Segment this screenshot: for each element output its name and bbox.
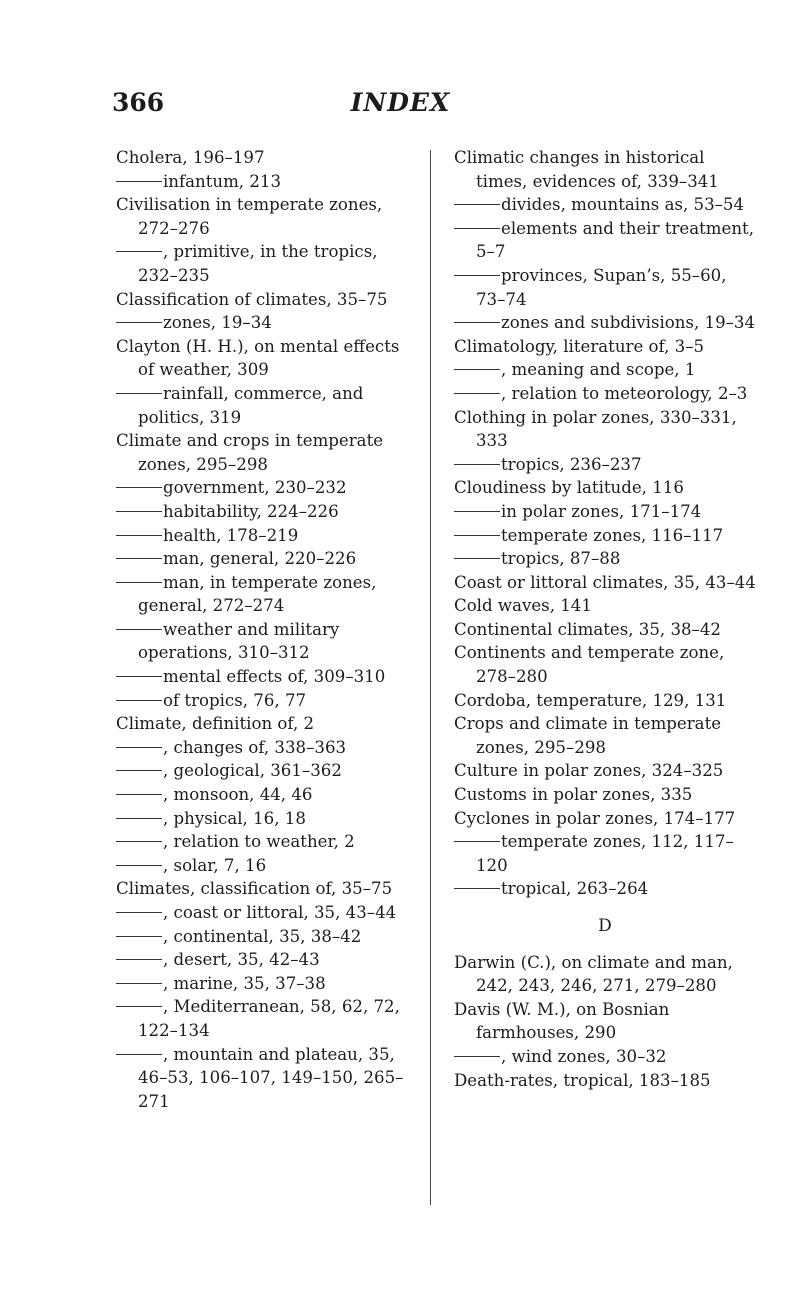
index-subentry	[116, 830, 412, 854]
index-subentry	[116, 240, 412, 287]
ditto-dash	[116, 181, 162, 182]
index-entry	[454, 998, 756, 1045]
entry-text: Continents and temperate zone, 278–280	[454, 643, 725, 687]
entry-text: , relation to meteorology, 2–3	[501, 383, 748, 403]
ditto-dash	[454, 511, 500, 512]
entry-text: rainfall, commerce, and politics, 319	[138, 383, 364, 427]
index-subentry	[116, 524, 412, 548]
entry-text: weather and military operations, 310–312	[138, 619, 340, 663]
entry-text: , primitive, in the tropics, 232–235	[138, 242, 378, 285]
index-entry	[116, 146, 412, 170]
index-subentry	[116, 500, 412, 524]
index-entry	[454, 759, 756, 783]
entry-text: government, 230–232	[163, 478, 347, 498]
entry-text: , continental, 35, 38–42	[163, 926, 362, 946]
ditto-dash	[116, 747, 162, 748]
ditto-dash	[454, 204, 500, 205]
index-subentry	[116, 972, 412, 996]
entry-text: temperate zones, 116–117	[501, 525, 724, 545]
entry-text: , coast or littoral, 35, 43–44	[163, 903, 397, 922]
index-subentry	[116, 311, 412, 335]
entry-text: Davis (W. M.), on Bosnian farmhouses, 290	[454, 999, 670, 1043]
index-entry	[116, 877, 412, 901]
index-subentry	[116, 854, 412, 878]
entry-text: , geological, 361–362	[163, 761, 342, 781]
entry-text: , marine, 35, 37–38	[163, 973, 326, 993]
ditto-dash	[116, 770, 162, 771]
entry-text: Cordoba, temperature, 129, 131	[454, 690, 727, 710]
index-subentry	[116, 759, 412, 783]
column-divider	[430, 150, 431, 1205]
index-subentry	[116, 925, 412, 949]
entry-text: D	[598, 916, 612, 936]
entry-text: man, in temperate zones, general, 272–274	[138, 572, 377, 616]
index-entry	[454, 807, 756, 831]
entry-text: health, 178–219	[163, 525, 299, 545]
index-entry	[116, 429, 412, 476]
ditto-dash	[116, 322, 162, 323]
entry-text: Cyclones in polar zones, 174–177	[454, 808, 736, 828]
entry-text: tropics, 236–237	[501, 454, 642, 474]
index-subentry	[454, 547, 756, 571]
entry-text: of tropics, 76, 77	[163, 690, 307, 710]
ditto-dash	[454, 369, 500, 370]
entry-text: Cholera, 196–197	[116, 148, 265, 167]
index-subentry	[116, 382, 412, 429]
ditto-dash	[116, 393, 162, 394]
entry-text: , mountain and plateau, 35, 46–53, 106–107, 149–150, 265–271	[138, 1044, 404, 1111]
ditto-dash	[454, 1056, 500, 1057]
entry-text: Climates, classification of, 35–75	[116, 879, 393, 899]
entry-text: , wind zones, 30–32	[501, 1046, 667, 1066]
entry-text: Customs in polar zones, 335	[454, 785, 693, 805]
index-entry	[454, 712, 756, 759]
index-entry	[454, 951, 756, 998]
entry-text: , relation to weather, 2	[163, 832, 355, 852]
index-subentry	[454, 358, 756, 382]
index-subentry	[454, 311, 756, 335]
ditto-dash	[116, 511, 162, 512]
ditto-dash	[116, 841, 162, 842]
ditto-dash	[116, 558, 162, 559]
ditto-dash	[454, 841, 500, 842]
index-subentry	[116, 736, 412, 760]
index-entry	[116, 288, 412, 312]
index-entry	[116, 712, 412, 736]
entry-text: Civilisation in temperate zones, 272–276	[116, 195, 383, 238]
index-subentry	[116, 571, 412, 618]
entry-text: , meaning and scope, 1	[501, 360, 696, 380]
index-entry	[454, 335, 756, 359]
ditto-dash	[116, 794, 162, 795]
ditto-dash	[116, 1054, 162, 1055]
entry-text: Classification of climates, 35–75	[116, 289, 388, 309]
entry-text: Continental climates, 35, 38–42	[454, 619, 721, 639]
index-entry	[454, 618, 756, 642]
page-number: 366	[112, 88, 165, 117]
ditto-dash	[116, 676, 162, 677]
entry-text: tropical, 263–264	[501, 879, 649, 899]
index-subentry	[116, 807, 412, 831]
ditto-dash	[454, 558, 500, 559]
index-subentry	[454, 500, 756, 524]
ditto-dash	[116, 251, 162, 252]
index-entry	[454, 406, 756, 453]
index-subentry	[116, 1043, 412, 1114]
index-subentry	[116, 170, 412, 194]
section-letter	[454, 901, 756, 951]
ditto-dash	[116, 535, 162, 536]
entry-text: divides, mountains as, 53–54	[501, 195, 745, 215]
index-entry	[116, 193, 412, 240]
ditto-dash	[454, 275, 500, 276]
index-entry	[454, 689, 756, 713]
ditto-dash	[116, 818, 162, 819]
index-subentry	[116, 995, 412, 1042]
index-entry	[454, 571, 756, 595]
entry-text: temperate zones, 112, 117–120	[476, 832, 734, 875]
entry-text: Culture in polar zones, 324–325	[454, 761, 724, 781]
index-subentry	[454, 1045, 756, 1069]
index-subentry	[116, 901, 412, 925]
ditto-dash	[116, 700, 162, 701]
index-entry	[454, 594, 756, 618]
entry-text: habitability, 224–226	[163, 501, 339, 521]
ditto-dash	[454, 888, 500, 889]
ditto-dash	[116, 959, 162, 960]
entry-text: Darwin (C.), on climate and man, 242, 243, 246, 271, 279–280	[454, 952, 733, 996]
entry-text: mental effects of, 309–310	[163, 667, 386, 687]
right-index-column	[454, 146, 756, 1092]
index-subentry	[454, 264, 756, 311]
ditto-dash	[116, 1006, 162, 1007]
entry-text: Climatic changes in historical times, evidences of, 339–341	[454, 148, 719, 191]
entry-text: , Mediterranean, 58, 62, 72, 122–134	[138, 997, 400, 1040]
index-subentry	[116, 547, 412, 571]
ditto-dash	[116, 487, 162, 488]
entry-text: Climatology, literature of, 3–5	[454, 336, 705, 356]
entry-text: Climate and crops in temperate zones, 295–298	[116, 431, 384, 474]
ditto-dash	[454, 228, 500, 229]
index-entry	[454, 1069, 756, 1093]
entry-text: tropics, 87–88	[501, 549, 621, 569]
index-subentry	[454, 382, 756, 406]
index-entry	[116, 335, 412, 382]
entry-text: Clayton (H. H.), on mental effects of weather, 309	[116, 336, 400, 380]
entry-text: Clothing in polar zones, 330–331, 333	[454, 407, 737, 451]
index-entry	[454, 783, 756, 807]
index-subentry	[116, 948, 412, 972]
entry-text: Cold waves, 141	[454, 596, 592, 616]
entry-text: infantum, 213	[163, 171, 282, 191]
entry-text: zones, 19–34	[163, 313, 272, 333]
index-subentry	[454, 830, 756, 877]
index-subentry	[116, 618, 412, 665]
entry-text: provinces, Supan’s, 55–60, 73–74	[476, 265, 727, 309]
ditto-dash	[116, 865, 162, 866]
index-subentry	[116, 783, 412, 807]
index-subentry	[454, 217, 756, 264]
entry-text: Crops and climate in temperate zones, 295–298	[454, 714, 722, 757]
index-subentry	[116, 689, 412, 713]
ditto-dash	[116, 629, 162, 630]
entry-text: zones and subdivisions, 19–34	[501, 313, 756, 333]
entry-text: Death-rates, tropical, 183–185	[454, 1070, 711, 1090]
index-entry	[454, 641, 756, 688]
ditto-dash	[116, 582, 162, 583]
entry-text: , desert, 35, 42–43	[163, 950, 320, 970]
index-entry	[454, 476, 756, 500]
index-subentry	[454, 877, 756, 901]
ditto-dash	[454, 535, 500, 536]
entry-text: , solar, 7, 16	[163, 855, 267, 875]
ditto-dash	[454, 393, 500, 394]
page-title: INDEX	[350, 88, 451, 117]
index-entry	[454, 146, 756, 193]
index-subentry	[116, 665, 412, 689]
index-subentry	[454, 524, 756, 548]
entry-text: man, general, 220–226	[163, 549, 357, 569]
left-index-column	[116, 146, 412, 1113]
entry-text: elements and their treatment, 5–7	[476, 218, 754, 262]
index-subentry	[454, 453, 756, 477]
page-header	[0, 88, 801, 128]
entry-text: Coast or littoral climates, 35, 43–44	[454, 572, 756, 592]
entry-text: in polar zones, 171–174	[501, 501, 702, 521]
index-subentry	[116, 476, 412, 500]
entry-text: Cloudiness by latitude, 116	[454, 478, 684, 498]
index-subentry	[454, 193, 756, 217]
ditto-dash	[116, 983, 162, 984]
ditto-dash	[454, 464, 500, 465]
ditto-dash	[116, 936, 162, 937]
entry-text: , monsoon, 44, 46	[163, 785, 313, 805]
entry-text: , physical, 16, 18	[163, 808, 306, 828]
entry-text: Climate, definition of, 2	[116, 714, 315, 734]
entry-text: , changes of, 338–363	[163, 737, 347, 757]
ditto-dash	[116, 912, 162, 913]
ditto-dash	[454, 322, 500, 323]
